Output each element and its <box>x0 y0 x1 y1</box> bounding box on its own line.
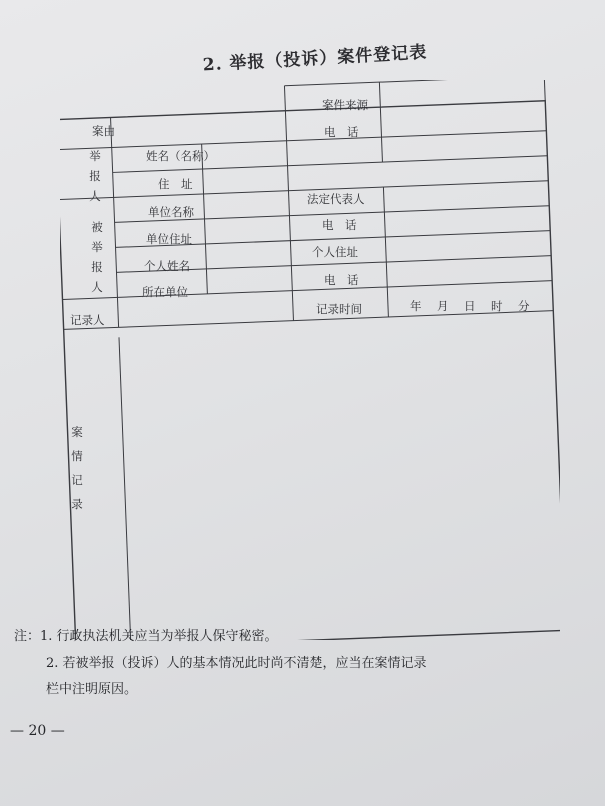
time-units-label: 年 月 日 时 分 <box>410 299 532 313</box>
note-line-2: 2. 若被举报（投诉）人的基本情况此时尚不清楚，应当在案情记录 <box>46 656 427 671</box>
reporter-name-label: 姓名（名称） <box>146 149 215 163</box>
unit-name-label: 单位名称 <box>148 205 194 219</box>
form-grid-lines <box>60 80 560 640</box>
person-name-label: 个人姓名 <box>144 259 190 273</box>
legal-representative-label: 法定代表人 <box>307 192 365 206</box>
note-line-3: 栏中注明原因。 <box>46 682 138 697</box>
reported-unit-phone-label: 电 话 <box>322 218 357 232</box>
page-number: — 20 — <box>10 723 65 739</box>
person-phone-label: 电 话 <box>324 273 359 287</box>
reporter-phone-label: 电 话 <box>324 125 359 139</box>
form-title: 2. 举报（投诉）案件登记表 <box>202 42 428 76</box>
reported-party-section-label: 被举报人 <box>91 220 103 294</box>
recorder-label: 记录人 <box>70 313 105 327</box>
registration-form-table <box>60 80 560 640</box>
person-address-label: 个人住址 <box>312 245 358 259</box>
case-record-label: 案情记录 <box>71 425 83 511</box>
note-line-1: 注：1. 行政执法机关应当为举报人保守秘密。 <box>14 629 278 644</box>
unit-address-label: 单位住址 <box>146 232 192 246</box>
case-reason-label: 案由 <box>92 124 115 138</box>
workplace-label: 所在单位 <box>142 285 188 299</box>
case-source-label: 案件来源 <box>322 98 368 112</box>
reporter-section-label: 举报人 <box>89 149 101 203</box>
reporter-address-label: 住 址 <box>158 177 193 191</box>
record-time-label: 记录时间 <box>316 302 362 316</box>
